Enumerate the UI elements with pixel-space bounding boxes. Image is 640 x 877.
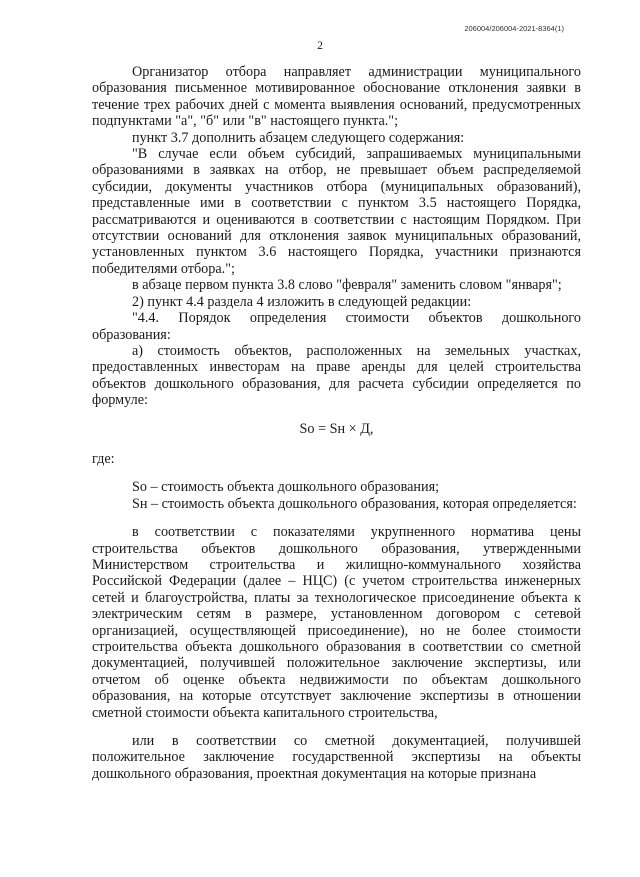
paragraph: в абзаце первом пункта 3.8 слово "февраля" заменить словом "января"; bbox=[132, 277, 562, 294]
paragraph: а) стоимость объектов, расположенных на земельных участках, предоставленных инвесторам на праве аренды для целей строительства объектов дошкольного образования, для расчета субсидии определяется по формуле: bbox=[92, 342, 581, 409]
definition-sn: Sн – стоимость объекта дошкольного образования, которая определяется: bbox=[132, 495, 577, 512]
paragraph: 2) пункт 4.4 раздела 4 изложить в следующей редакции: bbox=[132, 293, 472, 310]
paragraph: Организатор отбора направляет администрации муниципального образования письменное мотивированное обоснование отклонения заявки в течение трех рабочих дней с момента выявления оснований, предусмотренных подпунктами "а", "б" или "в" настоящего пункта."; bbox=[92, 64, 581, 130]
paragraph: "4.4. Порядок определения стоимости объектов дошкольного образования: bbox=[92, 310, 581, 343]
formula: Sо = Sн × Д, bbox=[299, 420, 374, 437]
definition-so: Sо – стоимость объекта дошкольного образования; bbox=[132, 479, 440, 496]
paragraph: или в соответствии со сметной документацией, получившей положительное заключение государственной экспертизы на объекты дошкольного образования, проектная документация на которые признана bbox=[92, 733, 581, 782]
document-id: 206004/206004-2021-8364(1) bbox=[464, 24, 564, 33]
paragraph: пункт 3.7 дополнить абзацем следующего содержания: bbox=[132, 129, 465, 146]
document-body bbox=[92, 64, 581, 782]
paragraph-where: где: bbox=[92, 450, 115, 467]
paragraph: в соответствии с показателями укрупненного норматива цены строительства объектов дошкольного образования, утвержденными Министерством строительства и жилищно-коммунального хозяйства Российской Федерации (далее – НЦС) (с учетом строительства инженерных сетей и благоустройства, платы за технологическое присоединение объекта к электрическим сетям в размере, установленном договором с сетевой организацией, осуществляющей присоединение), но не более стоимости строительства объекта дошкольного образования в соответствии со сметной документацией, получившей положительное заключение экспертизы, или отчетом об оценке объекта недвижимости по объектам дошкольного образования, на которые отсутствует заключение экспертизы в отношении сметной стоимости объекта капитального строительства, bbox=[92, 524, 581, 721]
page-number: 2 bbox=[317, 40, 323, 52]
paragraph: "В случае если объем субсидий, запрашиваемых муниципальными образованиями в заявках на отбор, не превышает объем распределяемой субсидии, документы участников отбора (муниципальных образований), представленные ими в соответствии с пунктом 3.5 настоящего Порядка, рассматриваются и оцениваются в соответствии с настоящим Порядком. При отсутствии оснований для отклонения заявок муниципальных образований, установленных пунктом 3.6 настоящего Порядка, участники признаются победителями отбора."; bbox=[92, 146, 581, 277]
